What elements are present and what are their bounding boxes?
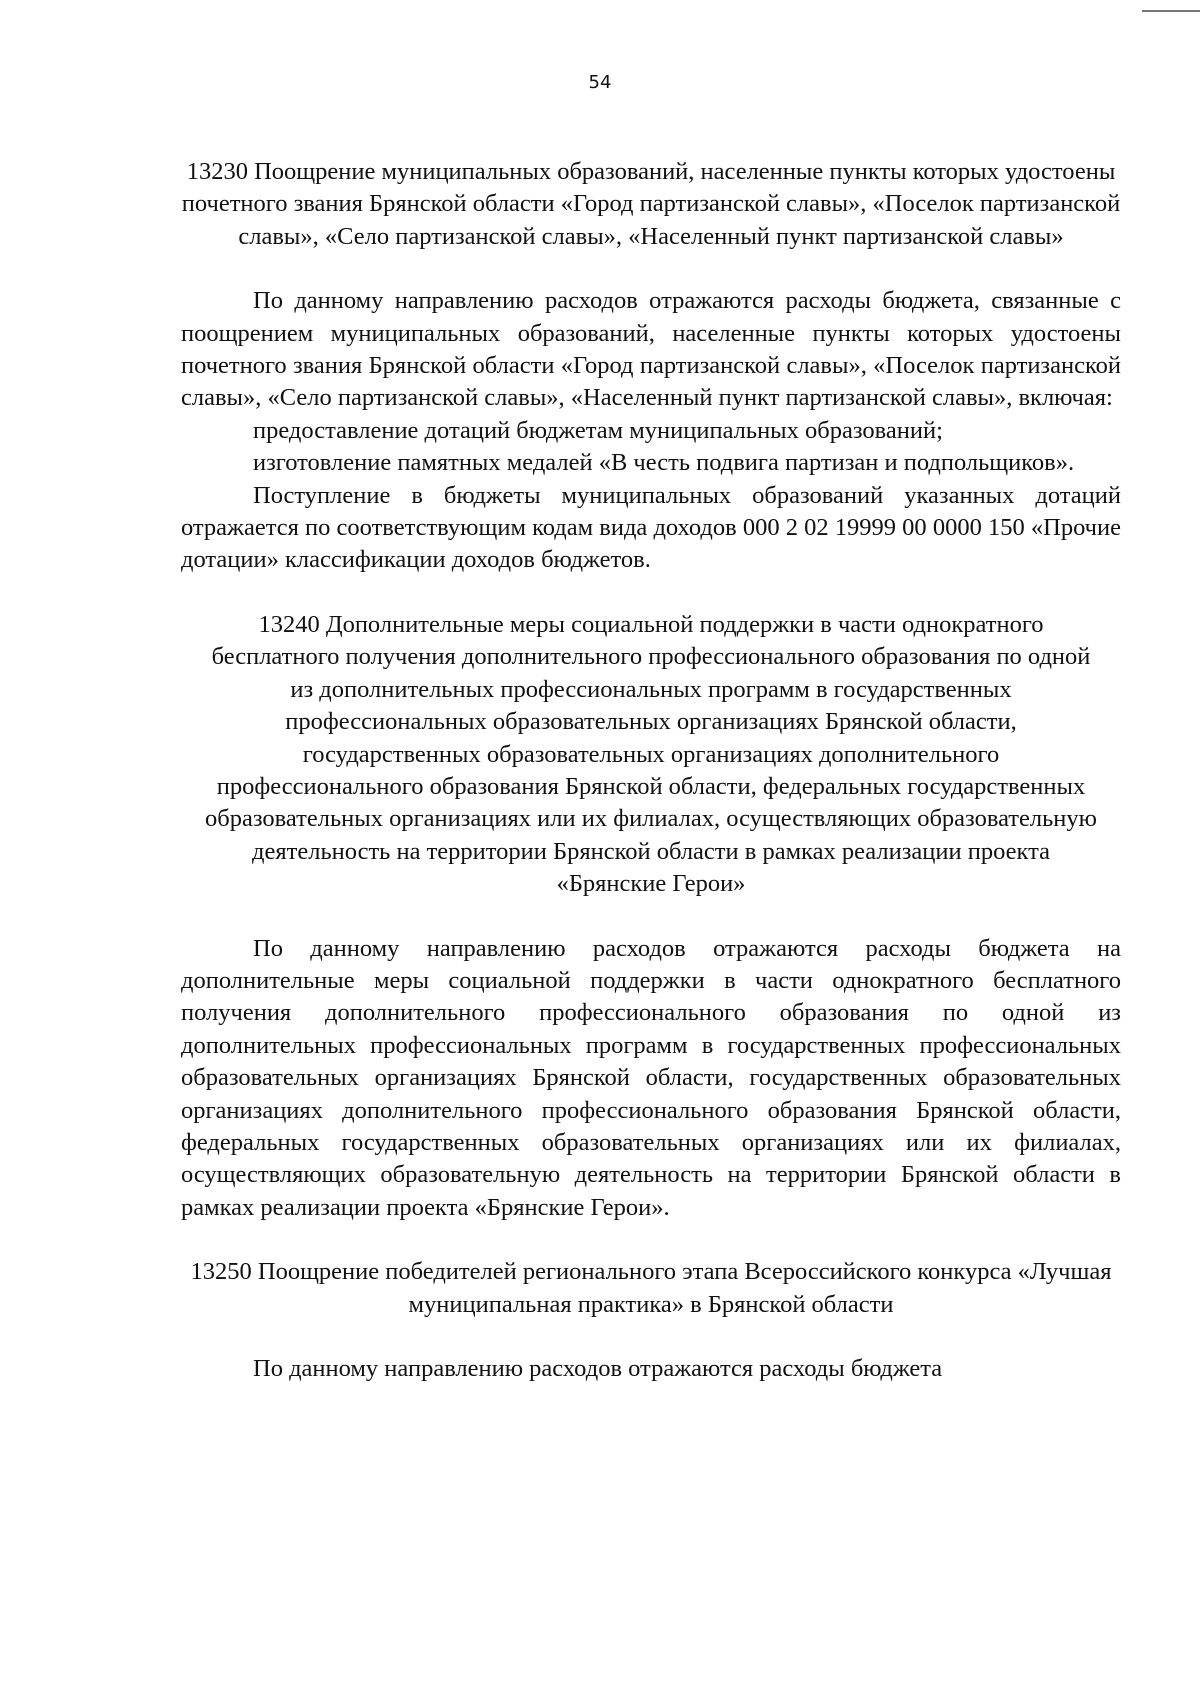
paragraph: Поступление в бюджеты муниципальных образований указанных дотаций отражается по соответствующим кодам вида доходов 000 2 02 19999 00 0000 150 «Прочие дотации» классификации доходов бюджетов.: [181, 481, 1121, 574]
document-body: [181, 156, 1121, 1385]
section-13230: [181, 156, 1121, 577]
page-number: 54: [588, 72, 612, 93]
section-heading: 13240 Дополнительные меры социальной поддержки в части однократного бесплатного получения дополнительного профессионального образования по одной из дополнительных профессиональных программ в государственных профессиональных образовательных организациях Брянской области, государственных образовательных организациях дополнительного профессионального образования Брянской области, федеральных государственных образовательных организациях или их филиалах, осуществляющих образовательную деятельность на территории Брянской области в рамках реализации проекта «Брянские Герои»: [205, 610, 1097, 898]
section-gap: [181, 577, 1121, 609]
paragraph: По данному направлению расходов отражаются расходы бюджета на дополнительные меры социальной поддержки в части однократного бесплатного получения дополнительного профессионального образования по одной из дополнительных профессиональных программ в государственных профессиональных образовательных организациях Брянской области, государственных образовательных организациях дополнительного профессионального образования Брянской области, федеральных государственных образовательных организациях или их филиалах, осуществляющих образовательную деятельность на территории Брянской области в рамках реализации проекта «Брянские Герои».: [181, 934, 1121, 1221]
section-13240: [181, 609, 1121, 1224]
section-13250: [181, 1256, 1121, 1385]
section-gap: [181, 1224, 1121, 1256]
paragraph: По данному направлению расходов отражаются расходы бюджета, связанные с поощрением муниципальных образований, населенные пункты которых удостоены почетного звания Брянской области «Город партизанской славы», «Поселок партизанской славы», «Село партизанской славы», «Населенный пункт партизанской славы», включая:: [181, 287, 1121, 412]
page-corner-mark: [1142, 0, 1200, 12]
paragraph: изготовление памятных медалей «В честь подвига партизан и подпольщиков».: [253, 449, 1075, 477]
section-heading: 13230 Поощрение муниципальных образований, населенные пункты которых удостоены почетного звания Брянской области «Город партизанской славы», «Поселок партизанской славы», «Село партизанской славы», «Населенный пункт партизанской славы»: [181, 158, 1121, 250]
paragraph: По данному направлению расходов отражаются расходы бюджета: [253, 1355, 943, 1382]
paragraph: предоставление дотаций бюджетам муниципальных образований;: [253, 416, 943, 444]
section-heading: 13250 Поощрение победителей регионального этапа Всероссийского конкурса «Лучшая муниципальная практика» в Брянской области: [190, 1258, 1112, 1318]
